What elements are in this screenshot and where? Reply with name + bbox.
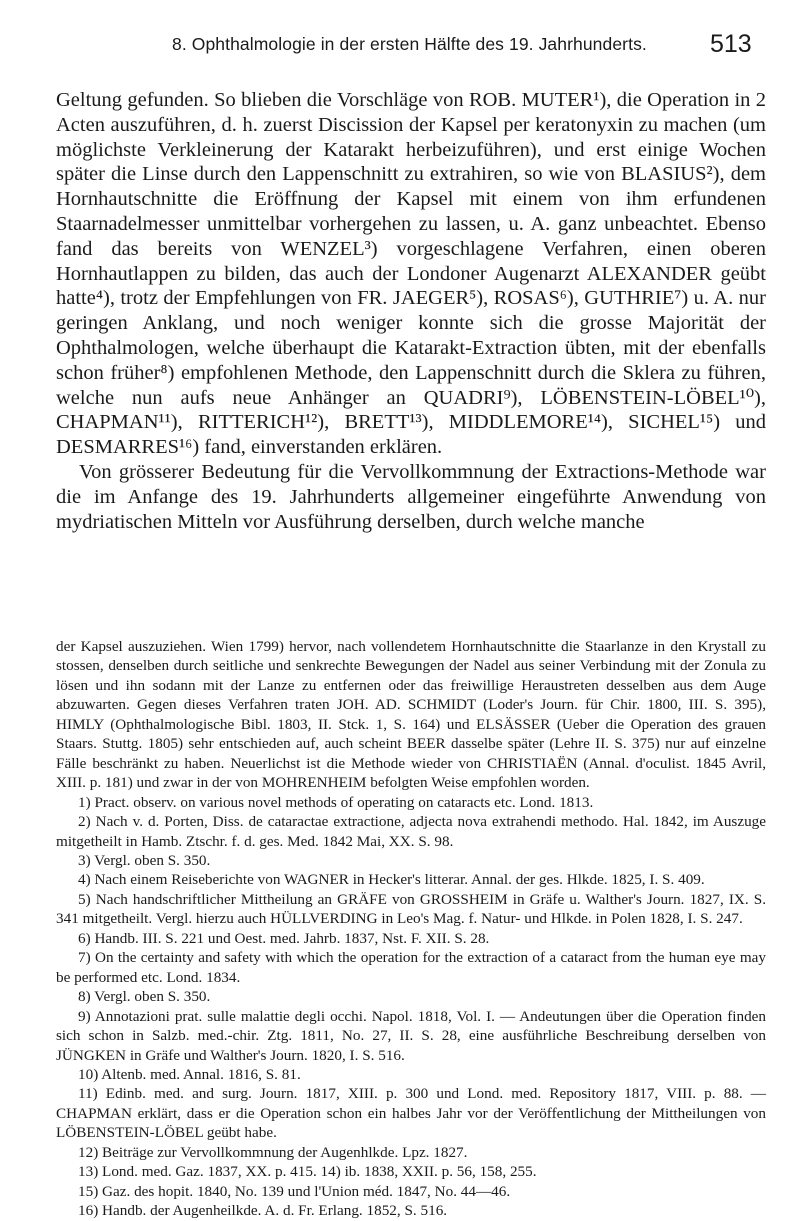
page-number: 513 <box>710 30 752 58</box>
paragraph: Geltung gefunden. So blieben die Vorschläge von ROB. MUTER¹), die Operation in 2 Acten auszuführen, d. h. zuerst Discission der Kapsel per keratonyxin zu machen (um möglichste Verkleinerung der Katarakt herbeizuführen), und erst einige Wochen später die Linse durch den Lappenschnitt zu extrahiren, so wie von BLASIUS²), dem Hornhautschnitte die Eröffnung der Kapsel mit einem von ihm erfundenen Staarnadelmesser unmittelbar vorhergehen zu lassen, u. A. ganz unbeachtet. Ebenso fand das bereits von WENZEL³) vorgeschlagene Verfahren, einen oberen Hornhautlappen zu bilden, das auch der Londoner Augenarzt ALEXANDER geübt hatte⁴), trotz der Empfehlungen von FR. JAEGER⁵), ROSAS⁶), GUTHRIE⁷) u. A. nur geringen Anklang, und noch weniger konnte sich die grosse Majorität der Ophthalmologen, welche überhaupt die Katarakt-Extraction übten, mit der ebenfalls schon früher⁸) empfohlenen Methode, den Lappenschnitt durch die Sklera zu führen, welche nun aufs neue Anhänger an QUADRI⁹), LÖBENSTEIN-LÖBEL¹⁰), CHAPMAN¹¹), RITTERICH¹²), BRETT¹³), MIDDLEMORE¹⁴), SICHEL¹⁵) und DESMARRES¹⁶) fand, einverstanden erklären. <box>56 89 766 459</box>
footnote: 6) Handb. III. S. 221 und Oest. med. Jahrb. 1837, Nst. F. XII. S. 28. <box>78 929 490 947</box>
footnote: 16) Handb. der Augenheilkde. A. d. Fr. Erlang. 1852, S. 516. <box>78 1202 448 1220</box>
footnotes <box>56 637 766 1221</box>
footnote: 10) Altenb. med. Annal. 1816, S. 81. <box>78 1065 301 1083</box>
footnote: 15) Gaz. des hopit. 1840, No. 139 und l'Union méd. 1847, No. 44—46. <box>78 1182 511 1200</box>
running-header <box>0 30 800 64</box>
footnote: 2) Nach v. d. Porten, Diss. de cataractae extractione, adjecta nova extrahendi methodo. Hal. 1842, im Auszuge mitgetheilt in Hamb. Ztschr. f. d. ges. Med. 1842 Mai, XX. S. 98. <box>56 813 766 850</box>
footnote: 8) Vergl. oben S. 350. <box>78 988 211 1006</box>
footnote: 9) Annotazioni prat. sulle malattie degli occhi. Napol. 1818, Vol. I. — Andeutungen über die Operation finden sich schon in Salzb. med.-chir. Ztg. 1811, No. 27, II. S. 28, eine ausführliche Beschreibung derselben von JÜNGKEN in Gräfe und Walther's Journ. 1820, I. S. 516. <box>56 1007 766 1064</box>
footnote: 11) Edinb. med. and surg. Journ. 1817, XIII. p. 300 und Lond. med. Repository 1817, VIII. p. 88. — CHAPMAN erklärt, dass er die Operation schon ein halbes Jahr vor der Veröffentlichung der Mittheilungen von LÖBENSTEIN-LÖBEL geübt habe. <box>56 1085 766 1142</box>
footnote: 3) Vergl. oben S. 350. <box>78 851 211 869</box>
paragraph: Von grösserer Bedeutung für die Vervollkommnung der Extractions-Methode war die im Anfange des 19. Jahrhunderts allgemeiner eingeführte Anwendung von mydriatischen Mitteln vor Ausführung derselben, durch welche manche <box>56 460 766 533</box>
footnote: 1) Pract. observ. on various novel methods of operating on cataracts etc. Lond. 1813. <box>78 793 594 811</box>
footnote: 12) Beiträge zur Vervollkommnung der Augenhlkde. Lpz. 1827. <box>78 1143 468 1161</box>
footnote: 13) Lond. med. Gaz. 1837, XX. p. 415. 14) ib. 1838, XXII. p. 56, 158, 255. <box>78 1163 537 1181</box>
footnote: 7) On the certainty and safety with which the operation for the extraction of a cataract from the human eye may be performed etc. Lond. 1834. <box>56 949 766 986</box>
footnote: 4) Nach einem Reiseberichte von WAGNER in Hecker's litterar. Annal. der ges. Hlkde. 1825, I. S. 409. <box>78 871 705 889</box>
chapter-title: 8. Ophthalmologie in der ersten Hälfte des 19. Jahrhunderts. <box>172 34 647 54</box>
footnote: 5) Nach handschriftlicher Mittheilung an GRÄFE von GROSSHEIM in Gräfe u. Walther's Journ. 1827, IX. S. 341 mitgetheilt. Vergl. hierzu auch HÜLLVERDING in Leo's Mag. f. Natur- und Hlkde. in Polen 1828, I. S. 247. <box>56 890 766 928</box>
footnote-continuation: der Kapsel auszuziehen. Wien 1799) hervor, nach vollendetem Hornhautschnitte die Staarlanze in den Krystall zu stossen, denselben durch seitliche und senkrechte Bewegungen der Nadel aus seiner Verbindung mit der Zonula zu lösen und ihn sodann mit der Lanze zu entfernen oder das freiwillige Heraustreten desselben aus dem Auge abzuwarten. Gegen dieses Verfahren traten JOH. AD. SCHMIDT (Loder's Journ. für Chir. 1800, III. S. 395), HIMLY (Ophthalmologische Bibl. 1803, II. Stck. 1, S. 164) und ELSÄSSER (Ueber die Operation des grauen Staars. Stuttg. 1805) sehr entschieden auf, auch scheint BEER dasselbe später (Lehre II. S. 375) nur auf einzelne Fälle beschränkt zu haben. Neuerlichst ist die Methode wieder von CHRISTIAËN (Annal. d'oculist. 1845 Avril, XIII. p. 181) und zwar in der von MOHRENHEIM befolgten Weise empfohlen worden. <box>56 638 766 792</box>
main-text <box>56 88 766 534</box>
